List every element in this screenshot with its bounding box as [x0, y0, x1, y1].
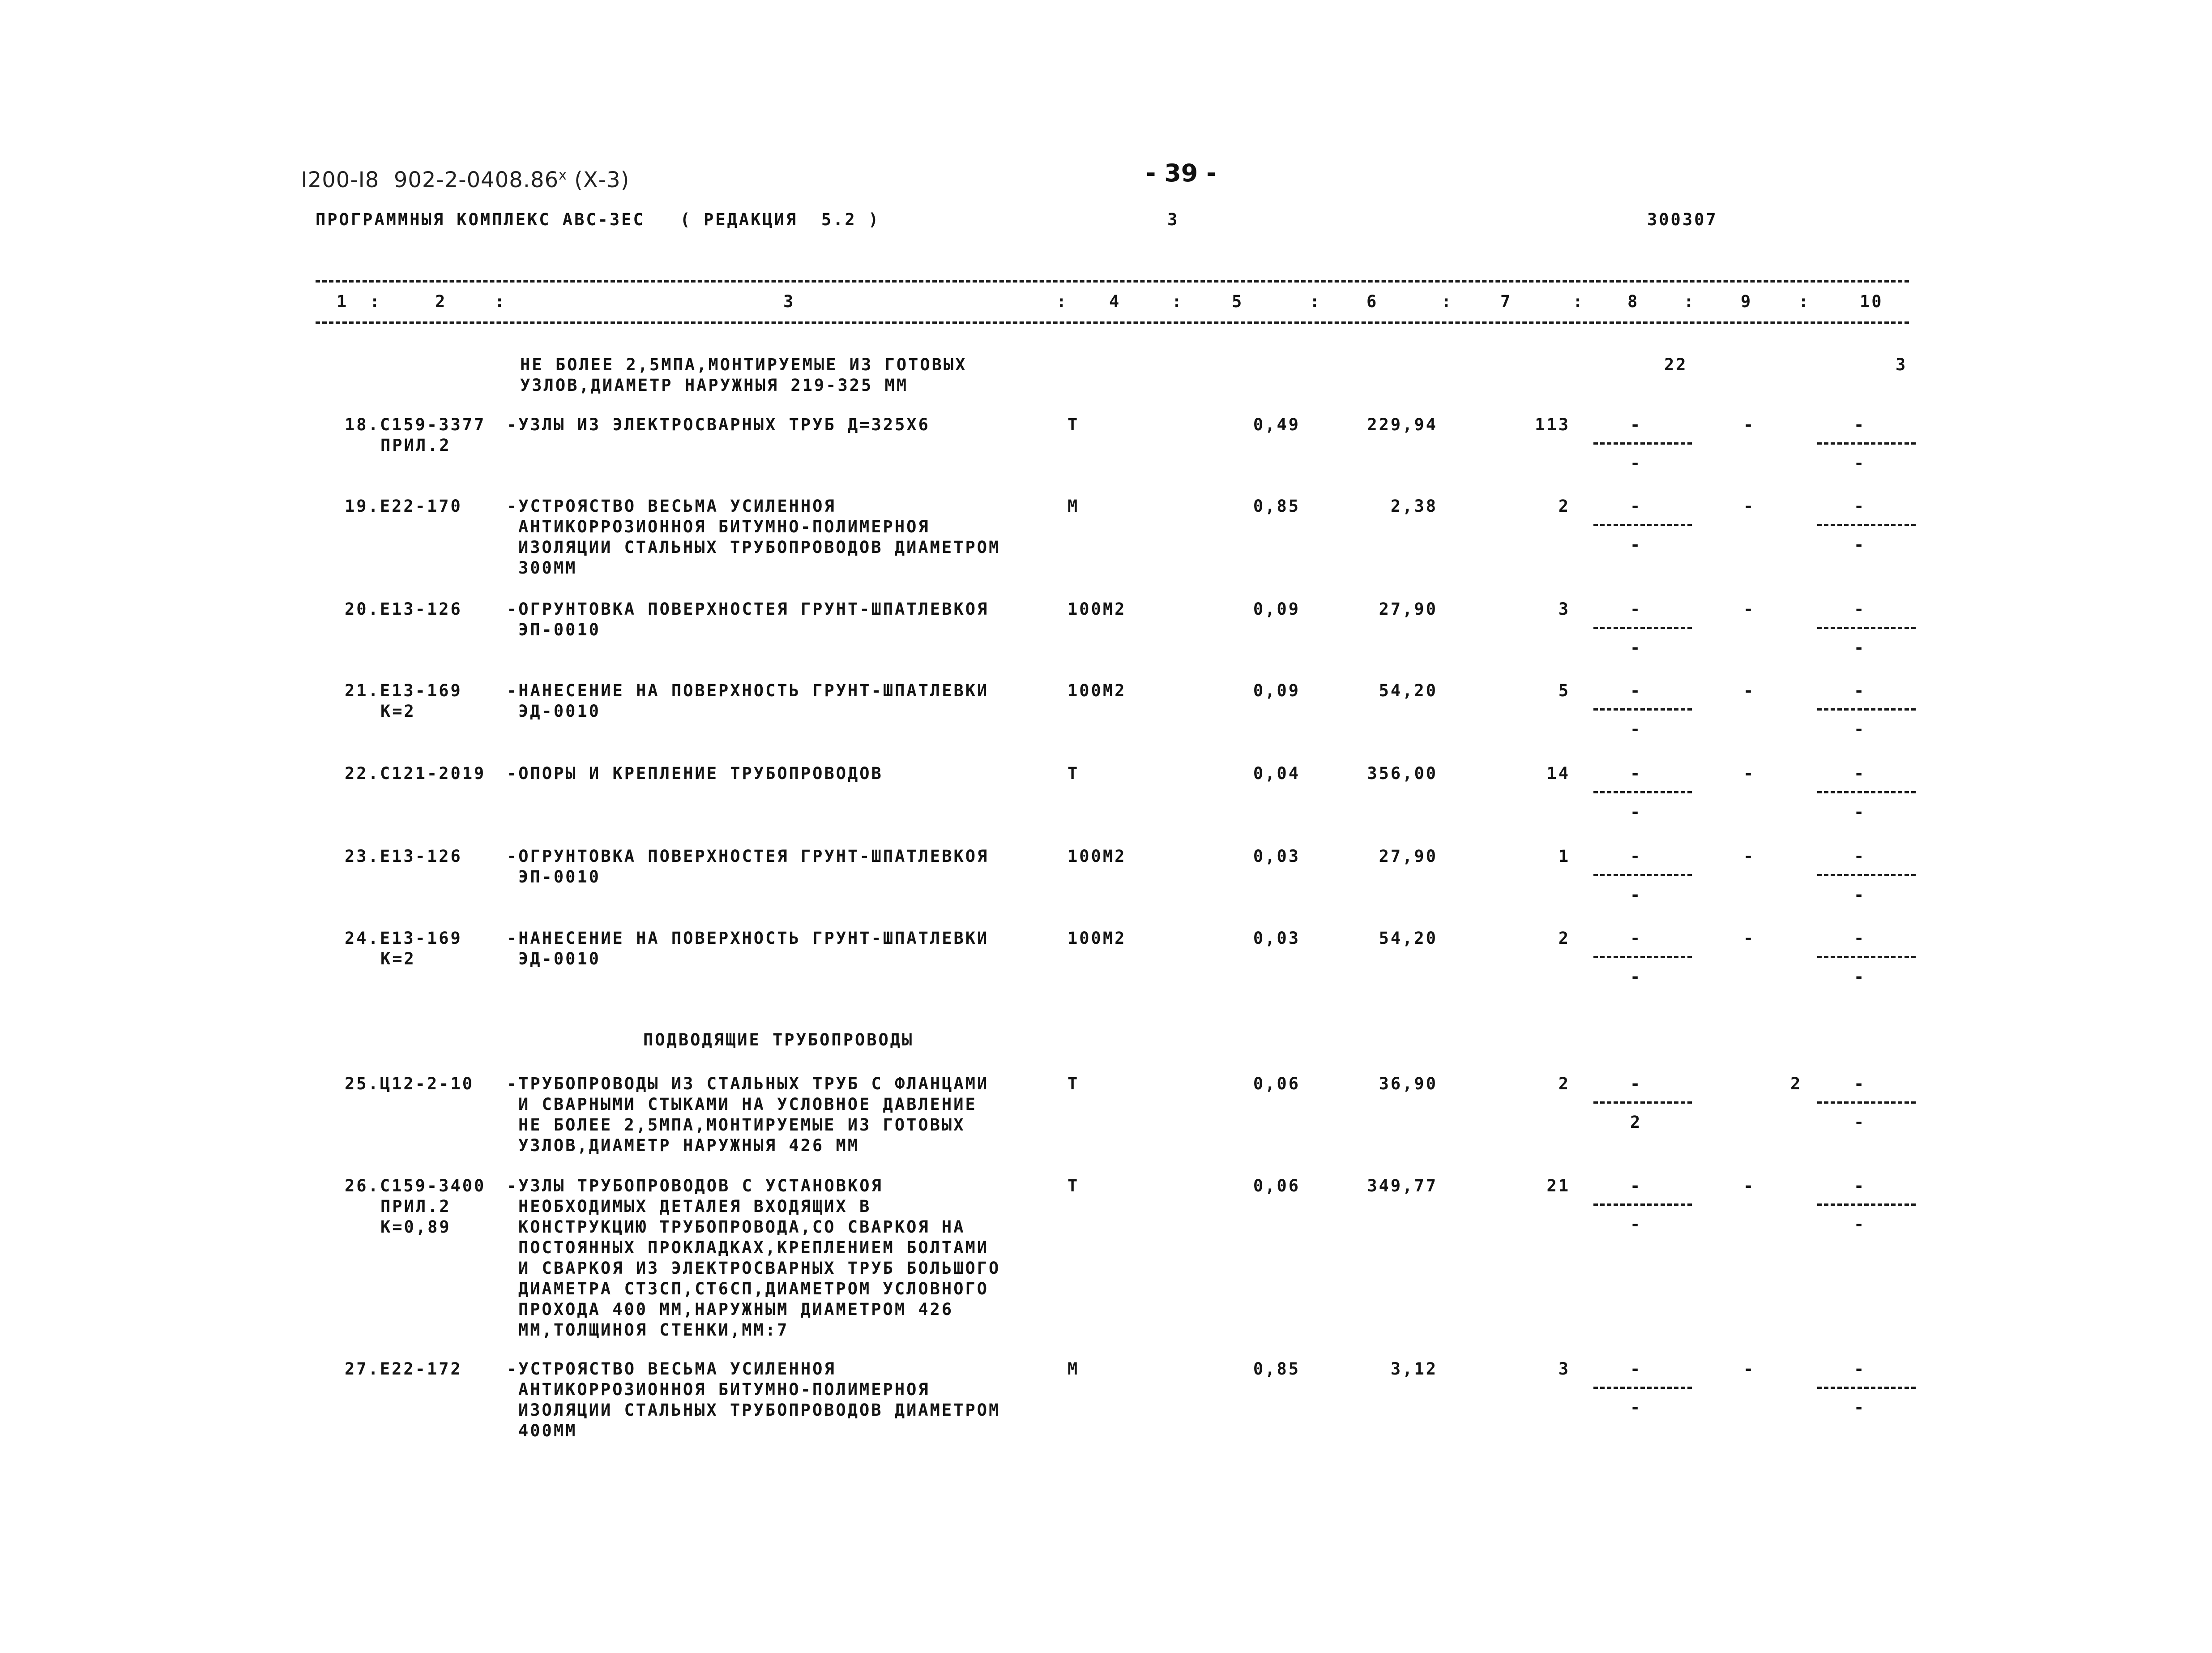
row-code: 20.Е13-126	[345, 600, 462, 619]
row-description: ЭД-0010	[518, 702, 601, 721]
row-col9: -	[1743, 600, 1755, 619]
row-code: 27.Е22-172	[345, 1359, 462, 1379]
row-unit-price: 36,90	[1379, 1074, 1438, 1093]
continuation-line: НЕ БОЛЕЕ 2,5МПА,МОНТИРУЕМЫЕ ИЗ ГОТОВЫХ	[520, 355, 967, 374]
row-code: 22.С121-2019	[345, 764, 486, 783]
row-col10-fraction-bar	[1817, 791, 1916, 793]
row-col8-fraction-bar	[1593, 1203, 1692, 1206]
row-col8-bottom: -	[1630, 967, 1642, 986]
row-description: ЭД-0010	[518, 949, 601, 968]
row-unit: 100М2	[1068, 847, 1127, 866]
row-col8-bottom: -	[1630, 638, 1642, 657]
column-separator: :	[1056, 292, 1068, 311]
row-col10-top: -	[1854, 497, 1866, 516]
row-description: ДИАМЕТРА СТЗСП,СТ6СП,ДИАМЕТРОМ УСЛОВНОГО	[518, 1279, 989, 1298]
program-title: ПРОГРАММНЫЯ КОМПЛЕКС АВС-ЗЕС ( РЕДАКЦИЯ 5.2 )	[316, 210, 880, 229]
row-col8-fraction-bar	[1593, 956, 1692, 958]
row-col10-fraction-bar	[1817, 874, 1916, 876]
row-total: 2	[1558, 929, 1570, 948]
sheet-number: 3	[1167, 210, 1179, 229]
row-description: И СВАРНЫМИ СТЫКАМИ НА УСЛОВНОЕ ДАВЛЕНИЕ	[518, 1095, 977, 1114]
doc-ref-main: I200-I8 902-2-0408.86	[301, 167, 559, 193]
row-description: -НАНЕСЕНИЕ НА ПОВЕРХНОСТЬ ГРУНТ-ШПАТЛЕВКИ	[507, 681, 989, 700]
row-unit-price: 54,20	[1379, 681, 1438, 700]
row-description: -ОГРУНТОВКА ПОВЕРХНОСТЕЯ ГРУНТ-ШПАТЛЕВКОЯ	[507, 600, 989, 619]
column-separator: :	[495, 292, 507, 311]
row-unit-price: 3,12	[1390, 1359, 1438, 1379]
row-unit-price: 229,94	[1367, 415, 1438, 434]
row-col10-fraction-bar	[1817, 956, 1916, 958]
row-col8-bottom: -	[1630, 1398, 1642, 1417]
row-unit: Т	[1068, 764, 1080, 783]
row-description: НЕОБХОДИМЫХ ДЕТАЛЕЯ ВХОДЯЩИХ В	[518, 1197, 871, 1216]
row-code: К=0,89	[380, 1217, 451, 1237]
row-col10-bottom: -	[1854, 802, 1866, 822]
row-description: -УЗЛЫ ИЗ ЭЛЕКТРОСВАРНЫХ ТРУБ Д=325Х6	[507, 415, 930, 434]
row-col8-fraction-bar	[1593, 874, 1692, 876]
row-description: ЭП-0010	[518, 620, 601, 639]
row-col10-bottom: -	[1854, 1113, 1866, 1132]
row-description: -НАНЕСЕНИЕ НА ПОВЕРХНОСТЬ ГРУНТ-ШПАТЛЕВКИ	[507, 929, 989, 948]
row-col10-top: -	[1854, 1074, 1866, 1093]
row-total: 2	[1558, 1074, 1570, 1093]
row-unit: Т	[1068, 1176, 1080, 1195]
row-col8-fraction-bar	[1593, 524, 1692, 526]
column-header-4: 4	[1109, 292, 1121, 311]
row-col10-fraction-bar	[1817, 1387, 1916, 1389]
section-title: ПОДВОДЯЩИЕ ТРУБОПРОВОДЫ	[643, 1030, 914, 1049]
row-col9: -	[1743, 681, 1755, 700]
row-col8-fraction-bar	[1593, 708, 1692, 711]
row-description: АНТИКОРРОЗИОННОЯ БИТУМНО-ПОЛИМЕРНОЯ	[518, 517, 930, 536]
row-description: -УСТРОЯСТВО ВЕСЬМА УСИЛЕННОЯ	[507, 497, 836, 516]
row-col8-fraction-bar	[1593, 627, 1692, 629]
column-header-2: 2	[435, 292, 447, 311]
row-col8-bottom: -	[1630, 454, 1642, 473]
row-description: И СВАРКОЯ ИЗ ЭЛЕКТРОСВАРНЫХ ТРУБ БОЛЬШОГО	[518, 1259, 1001, 1278]
row-col10-fraction-bar	[1817, 1101, 1916, 1104]
row-description: ЭП-0010	[518, 867, 601, 886]
row-description: УЗЛОВ,ДИАМЕТР НАРУЖНЫЯ 426 ММ	[518, 1136, 860, 1155]
column-separator: :	[1573, 292, 1585, 311]
continuation-line: УЗЛОВ,ДИАМЕТР НАРУЖНЫЯ 219-325 ММ	[520, 376, 909, 395]
row-description: ПОСТОЯННЫХ ПРОКЛАДКАХ,КРЕПЛЕНИЕМ БОЛТАМИ	[518, 1238, 989, 1257]
row-code: К=2	[380, 949, 416, 968]
continuation-col8: 22	[1664, 355, 1688, 374]
row-quantity: 0,85	[1253, 1359, 1300, 1379]
doc-ref-superscript: х	[559, 167, 567, 183]
row-description: -ОГРУНТОВКА ПОВЕРХНОСТЕЯ ГРУНТ-ШПАТЛЕВКОЯ	[507, 847, 989, 866]
row-quantity: 0,09	[1253, 681, 1300, 700]
row-description: 300ММ	[518, 558, 577, 578]
row-col9: -	[1743, 929, 1755, 948]
row-code: 23.Е13-126	[345, 847, 462, 866]
row-unit: Т	[1068, 415, 1080, 434]
row-total: 3	[1558, 1359, 1570, 1379]
row-col8-fraction-bar	[1593, 791, 1692, 793]
row-description: КОНСТРУКЦИЮ ТРУБОПРОВОДА,СО СВАРКОЯ НА	[518, 1217, 965, 1237]
document-reference	[286, 142, 629, 193]
row-description: -ТРУБОПРОВОДЫ ИЗ СТАЛЬНЫХ ТРУБ С ФЛАНЦАМИ	[507, 1074, 989, 1093]
row-col8-top: -	[1630, 1074, 1642, 1093]
row-description: ММ,ТОЛЩИНОЯ СТЕНКИ,ММ:7	[518, 1320, 789, 1340]
column-header-8: 8	[1627, 292, 1640, 311]
row-total: 2	[1558, 497, 1570, 516]
row-col10-bottom: -	[1854, 719, 1866, 739]
row-col8-fraction-bar	[1593, 442, 1692, 445]
row-code: ПРИЛ.2	[380, 1197, 451, 1216]
column-separator: :	[1684, 292, 1696, 311]
row-quantity: 0,49	[1253, 415, 1300, 434]
row-code: ПРИЛ.2	[380, 436, 451, 455]
row-col9: 2	[1790, 1074, 1802, 1093]
row-col8-bottom: -	[1630, 1215, 1642, 1234]
row-unit-price: 54,20	[1379, 929, 1438, 948]
column-separator: :	[1310, 292, 1322, 311]
row-description: -ОПОРЫ И КРЕПЛЕНИЕ ТРУБОПРОВОДОВ	[507, 764, 883, 783]
row-col8-top: -	[1630, 1176, 1642, 1195]
column-header-6: 6	[1366, 292, 1379, 311]
row-col10-top: -	[1854, 681, 1866, 700]
row-col8-bottom: 2	[1630, 1113, 1642, 1132]
row-description: НЕ БОЛЕЕ 2,5МПА,МОНТИРУЕМЫЕ ИЗ ГОТОВЫХ	[518, 1115, 965, 1135]
row-total: 21	[1546, 1176, 1570, 1195]
row-unit: 100М2	[1068, 929, 1127, 948]
row-col8-top: -	[1630, 847, 1642, 866]
row-total: 1	[1558, 847, 1570, 866]
row-quantity: 0,09	[1253, 600, 1300, 619]
row-description: 400ММ	[518, 1421, 577, 1440]
row-col9: -	[1743, 764, 1755, 783]
row-col8-top: -	[1630, 681, 1642, 700]
row-unit: Т	[1068, 1074, 1080, 1093]
row-col10-top: -	[1854, 1176, 1866, 1195]
row-col10-top: -	[1854, 764, 1866, 783]
row-col9: -	[1743, 415, 1755, 434]
row-col8-top: -	[1630, 929, 1642, 948]
row-unit-price: 27,90	[1379, 600, 1438, 619]
row-col10-bottom: -	[1854, 535, 1866, 554]
row-col10-bottom: -	[1854, 1215, 1866, 1234]
row-col10-bottom: -	[1854, 967, 1866, 986]
page-number: - 39 -	[1146, 159, 1217, 187]
row-col8-top: -	[1630, 764, 1642, 783]
row-total: 14	[1546, 764, 1570, 783]
row-quantity: 0,04	[1253, 764, 1300, 783]
row-col10-top: -	[1854, 847, 1866, 866]
row-code: 26.С159-3400	[345, 1176, 486, 1195]
row-quantity: 0,06	[1253, 1074, 1300, 1093]
row-unit: М	[1068, 1359, 1080, 1379]
row-col10-fraction-bar	[1817, 708, 1916, 711]
header-rule-top	[316, 280, 1909, 283]
row-col10-fraction-bar	[1817, 524, 1916, 526]
column-separator: :	[1441, 292, 1453, 311]
row-col8-fraction-bar	[1593, 1101, 1692, 1104]
row-col8-bottom: -	[1630, 719, 1642, 739]
row-unit: 100М2	[1068, 600, 1127, 619]
column-header-3: 3	[783, 292, 795, 311]
row-col8-bottom: -	[1630, 802, 1642, 822]
doc-ref-suffix: (Х-3)	[567, 167, 630, 193]
row-code: 25.Ц12-2-10	[345, 1074, 474, 1093]
row-description: ИЗОЛЯЦИИ СТАЛЬНЫХ ТРУБОПРОВОДОВ ДИАМЕТРОМ	[518, 1400, 1001, 1420]
row-description: ПРОХОДА 400 ММ,НАРУЖНЫМ ДИАМЕТРОМ 426	[518, 1300, 954, 1319]
row-code: 21.Е13-169	[345, 681, 462, 700]
row-col8-top: -	[1630, 600, 1642, 619]
row-total: 5	[1558, 681, 1570, 700]
row-code: К=2	[380, 702, 416, 721]
column-header-10: 10	[1860, 292, 1883, 311]
document-code: 300307	[1647, 210, 1718, 229]
row-col8-top: -	[1630, 497, 1642, 516]
row-col8-fraction-bar	[1593, 1387, 1692, 1389]
row-col10-fraction-bar	[1817, 627, 1916, 629]
row-col8-top: -	[1630, 415, 1642, 434]
continuation-col10: 3	[1896, 355, 1908, 374]
row-col9: -	[1743, 497, 1755, 516]
row-description: -УЗЛЫ ТРУБОПРОВОДОВ С УСТАНОВКОЯ	[507, 1176, 883, 1195]
column-header-7: 7	[1500, 292, 1512, 311]
row-col8-bottom: -	[1630, 885, 1642, 904]
row-unit-price: 27,90	[1379, 847, 1438, 866]
row-unit-price: 2,38	[1390, 497, 1438, 516]
row-col10-top: -	[1854, 1359, 1866, 1379]
row-col9: -	[1743, 1176, 1755, 1195]
row-code: 18.С159-3377	[345, 415, 486, 434]
row-col10-bottom: -	[1854, 885, 1866, 904]
row-col10-top: -	[1854, 415, 1866, 434]
row-col10-bottom: -	[1854, 1398, 1866, 1417]
row-col9: -	[1743, 847, 1755, 866]
row-col10-top: -	[1854, 600, 1866, 619]
row-total: 3	[1558, 600, 1570, 619]
row-description: АНТИКОРРОЗИОННОЯ БИТУМНО-ПОЛИМЕРНОЯ	[518, 1380, 930, 1399]
column-separator: :	[1172, 292, 1184, 311]
row-quantity: 0,03	[1253, 929, 1300, 948]
row-col10-bottom: -	[1854, 454, 1866, 473]
row-col10-fraction-bar	[1817, 1203, 1916, 1206]
column-separator: :	[370, 292, 382, 311]
column-header-1: 1	[337, 292, 349, 311]
row-quantity: 0,03	[1253, 847, 1300, 866]
row-col10-top: -	[1854, 929, 1866, 948]
row-unit: 100М2	[1068, 681, 1127, 700]
row-code: 24.Е13-169	[345, 929, 462, 948]
row-description: ИЗОЛЯЦИИ СТАЛЬНЫХ ТРУБОПРОВОДОВ ДИАМЕТРОМ	[518, 538, 1001, 557]
row-total: 113	[1535, 415, 1570, 434]
row-unit: М	[1068, 497, 1080, 516]
row-code: 19.Е22-170	[345, 497, 462, 516]
header-rule-bottom	[316, 321, 1909, 324]
row-col8-top: -	[1630, 1359, 1642, 1379]
row-quantity: 0,06	[1253, 1176, 1300, 1195]
row-col9: -	[1743, 1359, 1755, 1379]
column-header-5: 5	[1232, 292, 1244, 311]
row-col8-bottom: -	[1630, 535, 1642, 554]
row-unit-price: 349,77	[1367, 1176, 1438, 1195]
column-separator: :	[1798, 292, 1811, 311]
column-header-9: 9	[1741, 292, 1753, 311]
row-unit-price: 356,00	[1367, 764, 1438, 783]
row-col10-fraction-bar	[1817, 442, 1916, 445]
row-description: -УСТРОЯСТВО ВЕСЬМА УСИЛЕННОЯ	[507, 1359, 836, 1379]
row-quantity: 0,85	[1253, 497, 1300, 516]
row-col10-bottom: -	[1854, 638, 1866, 657]
